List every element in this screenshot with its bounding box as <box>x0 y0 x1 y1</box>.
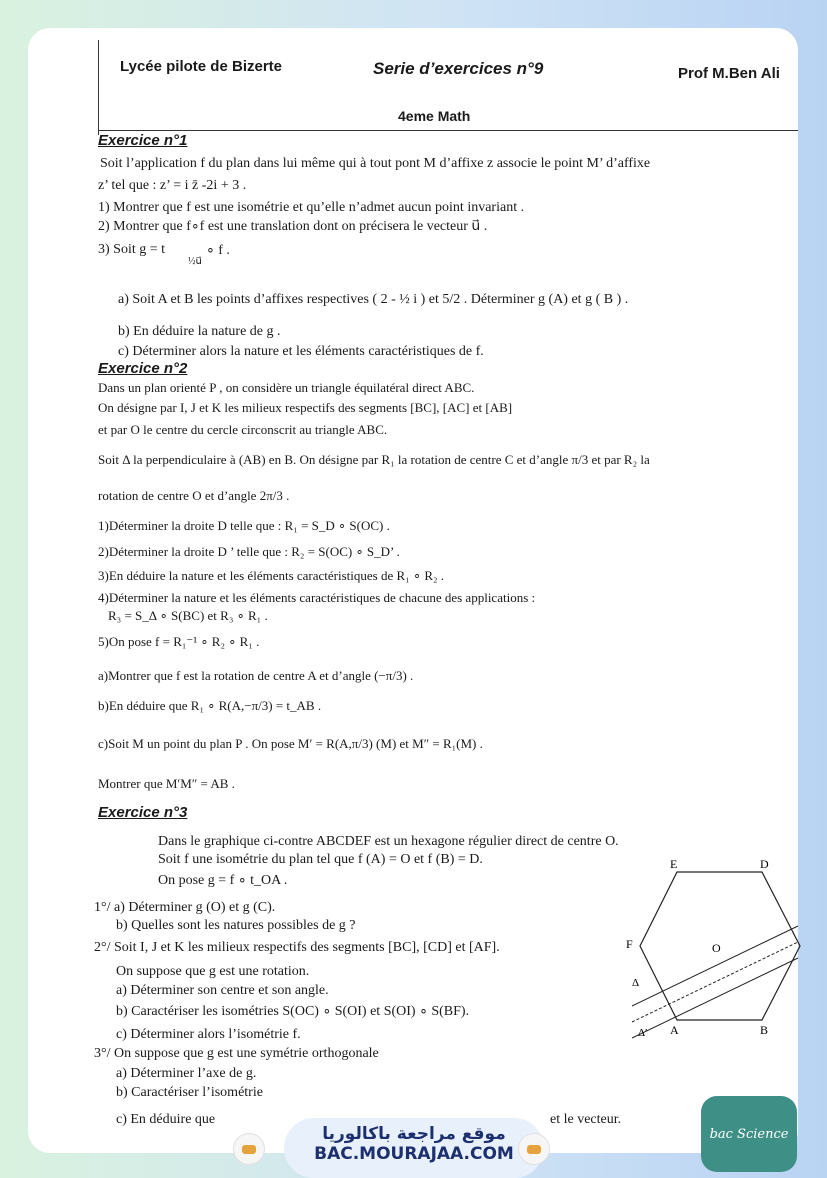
ex1-q3: 3) Soit g = t <box>98 242 166 257</box>
prof-name: Prof M.Ben Ali <box>678 65 780 82</box>
ex1-qc: c) Déterminer alors la nature et les éléments caractéristiques de f. <box>118 344 484 359</box>
ex1-q3-sub: ½u⃗ <box>188 256 202 267</box>
label-delta: Δ <box>632 977 640 989</box>
ex2-q4: 4)Déterminer la nature et les éléments caractéristiques de chacune des applications : <box>98 590 536 605</box>
ex3-q2d: c) Déterminer alors l’isométrie f. <box>116 1027 301 1042</box>
label-B: B <box>760 1023 769 1037</box>
ex3-q1b: b) Quelles sont les natures possibles de g ? <box>116 918 356 933</box>
ex3-q3: 3°/ On suppose que g est une symétrie orthogonale <box>94 1046 379 1061</box>
ex1-line2: z’ tel que : z’ = i z̄ -2i + 3 . <box>98 178 247 193</box>
ex2-q2: 2)Déterminer la droite D ’ telle que : R₂ = S(OC) ∘ S_D’ . <box>98 544 400 559</box>
ex3-q2b: a) Déterminer son centre et son angle. <box>116 983 329 998</box>
bac-science-logo: bac Science <box>701 1096 797 1172</box>
badge-right-icon <box>518 1133 550 1165</box>
ex3-line3: On pose g = f ∘ t_OA . <box>158 873 288 888</box>
ex2-line2: On désigne par I, J et K les milieux respectifs des segments [BC], [AC] et [AB] <box>98 400 513 415</box>
ex3-line1: Dans le graphique ci-contre ABCDEF est un hexagone régulier direct de centre O. <box>158 834 619 849</box>
header-rule <box>98 130 798 131</box>
ex2-title: Exercice n°2 <box>98 360 188 377</box>
ex1-q2: 2) Montrer que f∘f est une translation dont on précisera le vecteur u⃗ . <box>98 219 488 234</box>
banner-url[interactable]: BAC.MOURAJAA.COM <box>314 1144 514 1164</box>
ex3-q1: 1°/ a) Déterminer g (O) et g (C). <box>94 900 276 915</box>
ex3-q3c: c) En déduire que <box>116 1112 216 1127</box>
label-A: A <box>670 1023 679 1037</box>
serie-title: Serie d’exercices n°9 <box>373 59 544 78</box>
ex3-q2: 2°/ Soit I, J et K les milieux respectifs des segments [BC], [CD] et [AF]. <box>94 940 500 955</box>
ex2-q1: 1)Déterminer la droite D telle que : R₁ = S_D ∘ S(OC) . <box>98 518 390 533</box>
hexagon-figure <box>622 856 798 1042</box>
ex2-qc: c)Soit M un point du plan P . On pose M′ = R(A,π/3) (M) et M″ = R₁(M) . <box>98 736 483 751</box>
banner-arabic: موقع مراجعة باكالوريا <box>322 1124 506 1144</box>
ex1-q3-end: ∘ f . <box>206 243 230 258</box>
ex2-qa: a)Montrer que f est la rotation de centre A et d’angle (−π/3) . <box>98 668 414 683</box>
ex1-qb: b) En déduire la nature de g . <box>118 324 281 339</box>
ex2-q3: 3)En déduire la nature et les éléments caractéristiques de R₁ ∘ R₂ . <box>98 568 445 583</box>
level: 4eme Math <box>398 108 471 124</box>
ex2-line1: Dans un plan orienté P , on considère un triangle équilatéral direct ABC. <box>98 380 475 395</box>
badge-left-icon <box>233 1133 265 1165</box>
ex3-q3d: et le vecteur. <box>550 1112 622 1127</box>
ex2-q5: 5)On pose f = R₁⁻¹ ∘ R₂ ∘ R₁ . <box>98 634 260 649</box>
site-banner[interactable] <box>284 1118 544 1178</box>
margin-line <box>98 40 99 135</box>
ex3-q2c: b) Caractériser les isométries S(OC) ∘ S(OI) et S(OI) ∘ S(BF). <box>116 1004 470 1019</box>
ex3-q3a: a) Déterminer l’axe de g. <box>116 1066 257 1081</box>
ex2-line4: Soit Δ la perpendiculaire à (AB) en B. On désigne par R₁ la rotation de centre C et d’angle π/3 et par R₂ la <box>98 452 650 467</box>
label-D: D <box>760 857 769 871</box>
school-name: Lycée pilote de Bizerte <box>120 58 282 75</box>
label-O: O <box>712 941 721 955</box>
ex1-title: Exercice n°1 <box>98 132 188 149</box>
ex3-line2: Soit f une isométrie du plan tel que f (A) = O et f (B) = D. <box>158 852 483 867</box>
ex1-q1: 1) Montrer que f est une isométrie et qu’elle n’admet aucun point invariant . <box>98 200 525 215</box>
ex1-line1: Soit l’application f du plan dans lui même qui à tout pont M d’affixe z associe le point M’ d’affixe <box>100 156 651 171</box>
ex2-qb: b)En déduire que R₁ ∘ R(A,−π/3) = t_AB . <box>98 698 322 713</box>
label-F: F <box>626 937 633 951</box>
ex3-q3b: b) Caractériser l’isométrie <box>116 1085 263 1100</box>
label-delta-prime: Δ' <box>638 1027 648 1039</box>
label-E: E <box>670 857 678 871</box>
ex2-line3: et par O le centre du cercle circonscrit au triangle ABC. <box>98 422 388 437</box>
ex2-qd: Montrer que M′M″ = AB . <box>98 776 235 791</box>
ex3-q2a: On suppose que g est une rotation. <box>116 964 310 979</box>
document-page <box>28 28 798 1164</box>
ex3-title: Exercice n°3 <box>98 804 188 821</box>
ex2-q4b: R₃ = S_Δ ∘ S(BC) et R₃ ∘ R₁ . <box>108 608 268 623</box>
ex2-line5: rotation de centre O et d’angle 2π/3 . <box>98 488 290 503</box>
ex1-qa: a) Soit A et B les points d’affixes respectives ( 2 - ½ i ) et 5/2 . Déterminer g (A) et g ( B ) . <box>118 292 629 307</box>
